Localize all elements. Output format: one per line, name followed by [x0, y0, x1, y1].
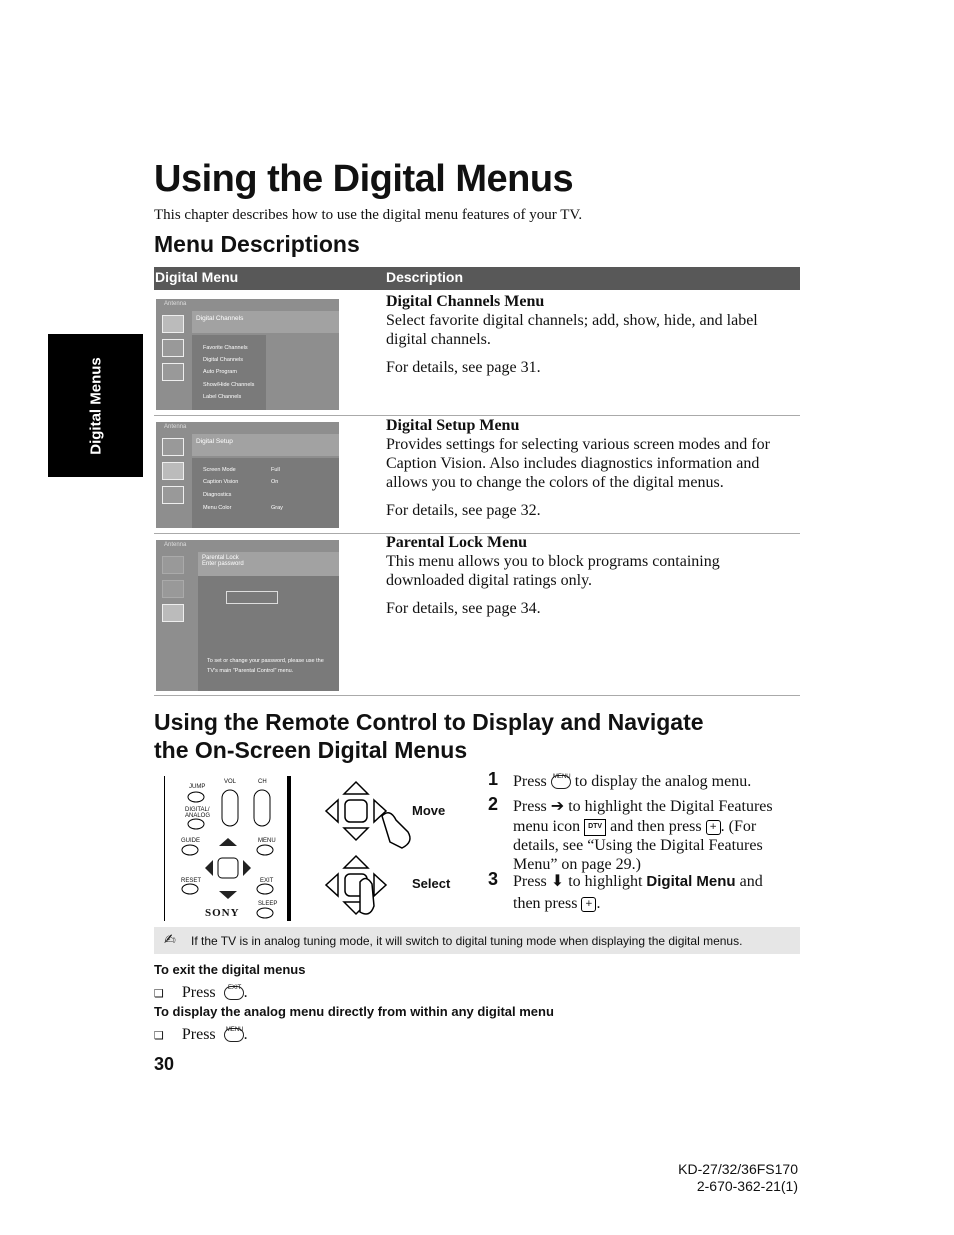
menu-button-icon [224, 1028, 244, 1042]
intro-text: This chapter describes how to use the digital menu features of your TV. [154, 207, 583, 223]
analog-menu-instruction: ❑ Press MENU . [154, 1025, 248, 1045]
step-text: and then press [610, 818, 702, 835]
heading-line: Using the Remote Control to Display and Navigate [154, 709, 704, 735]
note-bar [154, 927, 800, 954]
dpad-graphic [320, 776, 420, 920]
side-tab-label: Digital Menus [87, 357, 105, 455]
step-number: 2 [488, 794, 499, 814]
row-parental-lock [386, 533, 786, 618]
button-label: EXIT [227, 985, 242, 992]
step-text: Press [513, 773, 547, 790]
select-button-icon: + [706, 820, 721, 835]
remote-label: ANALOG [185, 813, 211, 819]
screen-digital-channels [156, 299, 339, 410]
select-label: Select [412, 876, 451, 891]
dtv-icon: DTV [584, 819, 606, 836]
remote-buttons-graphic [165, 776, 291, 921]
menu-title: Digital Channels Menu [386, 293, 545, 310]
menu-icons [162, 438, 184, 510]
remote-label: JUMP [189, 784, 206, 790]
step-bold-text: Digital Menu [646, 873, 736, 890]
footer-code: 2-670-362-21(1) [696, 1178, 798, 1194]
channels-icon [162, 438, 184, 456]
setup-icon [162, 580, 184, 598]
step-3: Press ⬇ to highlight Digital Menu and then press + . [513, 873, 763, 912]
menu-icons [162, 315, 184, 387]
col-header-description: Description [386, 269, 464, 285]
screen-header [198, 552, 339, 576]
menu-item: Label Channels [203, 394, 242, 400]
pencil-icon: ✍ [164, 932, 176, 948]
checkbox-bullet-icon: ❑ [154, 987, 164, 1000]
step-text: menu icon [513, 818, 581, 835]
antenna-label: Antenna [164, 424, 187, 430]
remote-label: RESET [181, 878, 202, 884]
section-heading-menu-descriptions: Menu Descriptions [154, 231, 360, 257]
exit-instruction: ❑ Press EXIT . [154, 983, 248, 1003]
step-text: Press ⬇ to highlight [513, 873, 643, 890]
password-note: To set or change your password, please use the TV's main "Parental Control" menu. [207, 658, 324, 674]
menu-description: Provides settings for selecting various screen modes and for Caption Vision. Also includes diagnostics information and allows you to change the colors of the digital menus. [386, 436, 770, 491]
row-digital-setup [386, 416, 786, 520]
menu-item: Auto Program [203, 369, 237, 375]
screen-header: Digital Setup [192, 434, 339, 456]
exit-button-icon [224, 986, 244, 1000]
step-text: . (For details, see “Using the Digital Features Menu” on page 29.) [513, 818, 763, 873]
select-button-icon: + [581, 897, 596, 912]
press-text: Press [181, 984, 216, 1001]
footer [600, 1161, 798, 1195]
divider [154, 695, 800, 696]
press-text: Press [181, 1026, 216, 1043]
menu-item: Screen Mode [203, 467, 236, 473]
step-1 [513, 772, 798, 791]
remote-label: EXIT [260, 878, 274, 884]
step-number: 1 [488, 769, 499, 789]
step-text: to display the analog menu. [574, 773, 752, 790]
menu-description: Select favorite digital channels; add, show, hide, and label digital channels. [386, 312, 758, 348]
menu-button-icon [551, 775, 571, 789]
screen-parental-lock [156, 540, 339, 691]
screen-header: Digital Channels [192, 311, 339, 333]
screen-digital-setup [156, 422, 339, 528]
setup-icon [162, 462, 184, 480]
lock-icon [162, 604, 184, 622]
remote-label: SLEEP [258, 901, 278, 907]
menu-value: Gray [271, 505, 283, 511]
menu-item: Caption Vision [203, 479, 239, 485]
step-2 [513, 797, 798, 874]
sony-logo: SONY [205, 907, 240, 919]
menu-details: For details, see page 32. [386, 502, 541, 519]
menu-title: Parental Lock Menu [386, 534, 528, 551]
section-heading-remote [154, 708, 704, 764]
step-text: Press ➔ to highlight the Digital Features [513, 798, 773, 815]
analog-menu-heading: To display the analog menu directly from within any digital menu [154, 1004, 554, 1019]
menu-item: Digital Channels [203, 357, 244, 363]
row-digital-channels [386, 292, 786, 377]
heading-line: the On-Screen Digital Menus [154, 737, 468, 763]
menu-title: Digital Setup Menu [386, 417, 520, 434]
remote-label: DIGITAL/ [185, 807, 210, 813]
lock-icon [162, 363, 184, 381]
exit-heading: To exit the digital menus [154, 962, 306, 977]
remote-label: VOL [224, 779, 237, 785]
menu-description: This menu allows you to block programs containing downloaded digital ratings only. [386, 553, 720, 589]
button-label: MENU [552, 774, 571, 781]
menu-item: Favorite Channels [203, 345, 248, 351]
menu-value: On [271, 479, 279, 485]
channels-icon [162, 556, 184, 574]
checkbox-bullet-icon: ❑ [154, 1029, 164, 1042]
step-number: 3 [488, 869, 499, 889]
menu-details: For details, see page 31. [386, 359, 541, 376]
lock-icon [162, 486, 184, 504]
remote-label: MENU [258, 838, 276, 844]
move-label: Move [412, 803, 446, 818]
antenna-label: Antenna [164, 542, 187, 548]
page-number: 30 [154, 1054, 175, 1074]
antenna-label: Antenna [164, 301, 187, 307]
remote-illustration [164, 776, 291, 921]
button-label: MENU [225, 1027, 244, 1034]
screen-header-title: Parental Lock [202, 555, 239, 561]
channels-icon [162, 315, 184, 333]
menu-details: For details, see page 34. [386, 600, 541, 617]
screen-header-subtitle: Enter password [202, 561, 244, 567]
col-header-menu: Digital Menu [155, 269, 239, 285]
remote-label: CH [258, 779, 267, 785]
side-tab [48, 334, 143, 477]
step-text: then press [513, 895, 578, 912]
menu-item: Menu Color [203, 505, 232, 511]
setup-icon [162, 339, 184, 357]
menu-item: Show/Hide Channels [203, 382, 255, 388]
step-text: and [739, 873, 763, 890]
menu-value: Full [271, 467, 280, 473]
password-boxes [226, 591, 278, 604]
menu-icons [162, 556, 184, 628]
footer-model: KD-27/32/36FS170 [678, 1161, 798, 1177]
note-text: If the TV is in analog tuning mode, it will switch to digital tuning mode when displaying the digital menus. [191, 934, 743, 948]
page-title: Using the Digital Menus [154, 158, 574, 200]
menu-item: Diagnostics [203, 492, 232, 498]
table-header [154, 267, 800, 290]
remote-label: GUIDE [181, 838, 201, 844]
